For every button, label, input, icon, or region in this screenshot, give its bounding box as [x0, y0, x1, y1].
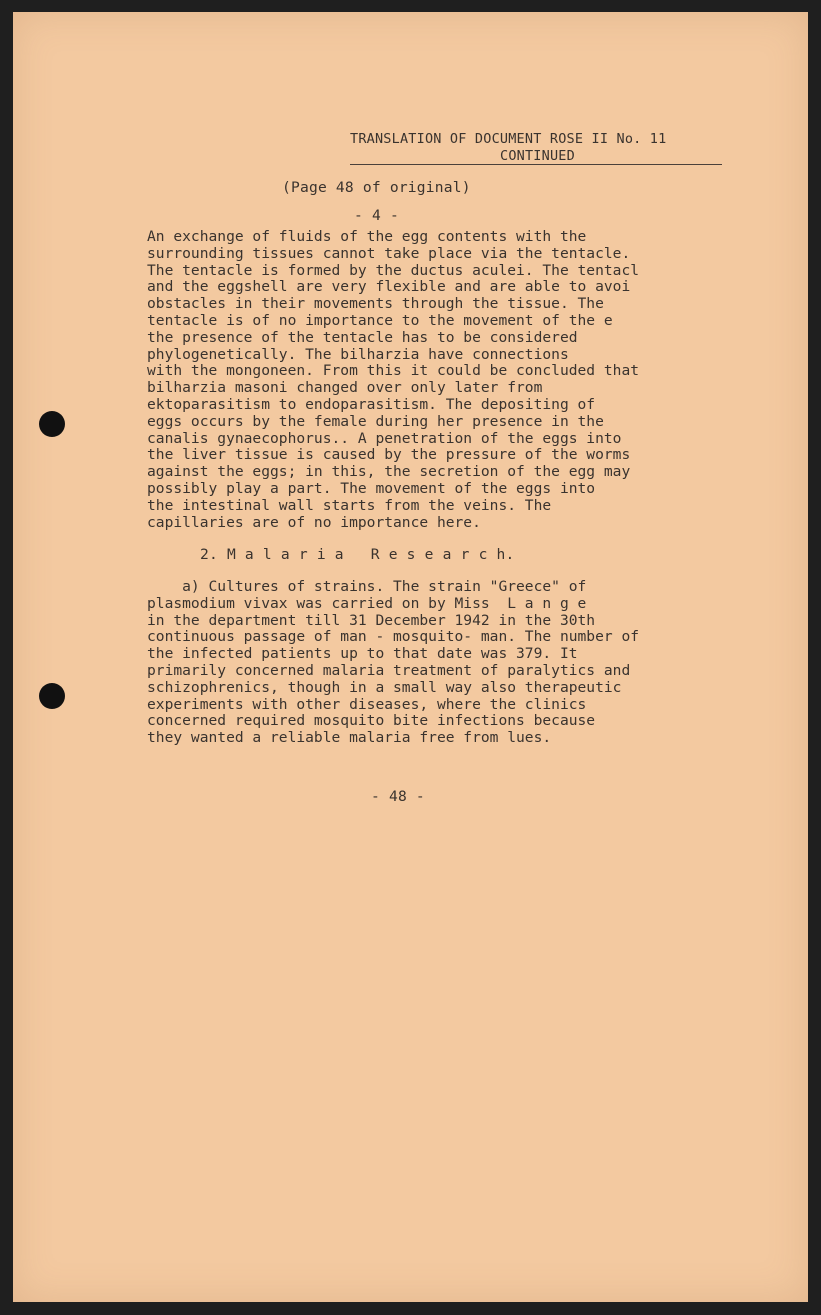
text-line: The tentacle is formed by the ductus aculei. The tentacl	[147, 261, 640, 279]
text-line: possibly play a part. The movement of the eggs into	[147, 479, 596, 497]
text-line: a) Cultures of strains. The strain "Greece" of	[147, 578, 587, 595]
text-line: primarily concerned malaria treatment of paralytics and	[147, 661, 631, 679]
text-line: phylogenetically. The bilharzia have connections	[147, 345, 569, 363]
text-line: experiments with other diseases, where the clinics	[147, 695, 587, 713]
text-line: canalis gynaecophorus.. A penetration of the eggs into	[147, 429, 622, 447]
text-line: An exchange of fluids of the egg contents with the	[147, 228, 587, 245]
punch-hole-upper	[39, 411, 65, 437]
text-line: the presence of the tentacle has to be considered	[147, 328, 578, 346]
paragraph-malaria-cultures	[147, 579, 639, 747]
text-line: in the department till 31 December 1942 in the 30th	[147, 611, 596, 629]
text-line: the infected patients up to that date was 379. It	[147, 645, 578, 663]
header-underline	[350, 164, 722, 165]
punch-hole-lower	[39, 683, 65, 709]
document-continued-label: CONTINUED	[500, 148, 575, 164]
text-line: obstacles in their movements through the tissue. The	[147, 295, 604, 313]
text-line: plasmodium vivax was carried on by Miss L a n g e	[147, 594, 587, 612]
document-title: TRANSLATION OF DOCUMENT ROSE II No. 11	[350, 131, 667, 147]
original-page-reference: (Page 48 of original)	[282, 179, 471, 196]
text-line: continuous passage of man - mosquito- man. The number of	[147, 628, 640, 646]
text-line: eggs occurs by the female during her presence in the	[147, 412, 604, 430]
text-line: surrounding tissues cannot take place via the tentacle.	[147, 244, 631, 262]
text-line: with the mongoneen. From this it could be concluded that	[147, 362, 640, 380]
text-line: tentacle is of no importance to the movement of the e	[147, 311, 613, 329]
text-line: they wanted a reliable malaria free from lues.	[147, 729, 552, 747]
section-heading-malaria-research: 2. M a l a r i a R e s e a r c h.	[200, 546, 515, 563]
page-number: - 48 -	[371, 788, 425, 805]
text-line: ektoparasitism to endoparasitism. The depositing of	[147, 395, 596, 413]
text-line: against the eggs; in this, the secretion of the egg may	[147, 463, 631, 481]
text-line: schizophrenics, though in a small way also therapeutic	[147, 678, 622, 696]
section-number: - 4 -	[354, 207, 399, 224]
text-line: bilharzia masoni changed over only later from	[147, 379, 543, 397]
text-line: capillaries are of no importance here.	[147, 513, 481, 531]
text-line: the liver tissue is caused by the pressure of the worms	[147, 446, 631, 464]
paragraph-bilharzia	[147, 229, 639, 531]
text-line: and the eggshell are very flexible and are able to avoi	[147, 278, 631, 296]
text-line: concerned required mosquito bite infections because	[147, 712, 596, 730]
text-line: the intestinal wall starts from the veins. The	[147, 496, 552, 514]
